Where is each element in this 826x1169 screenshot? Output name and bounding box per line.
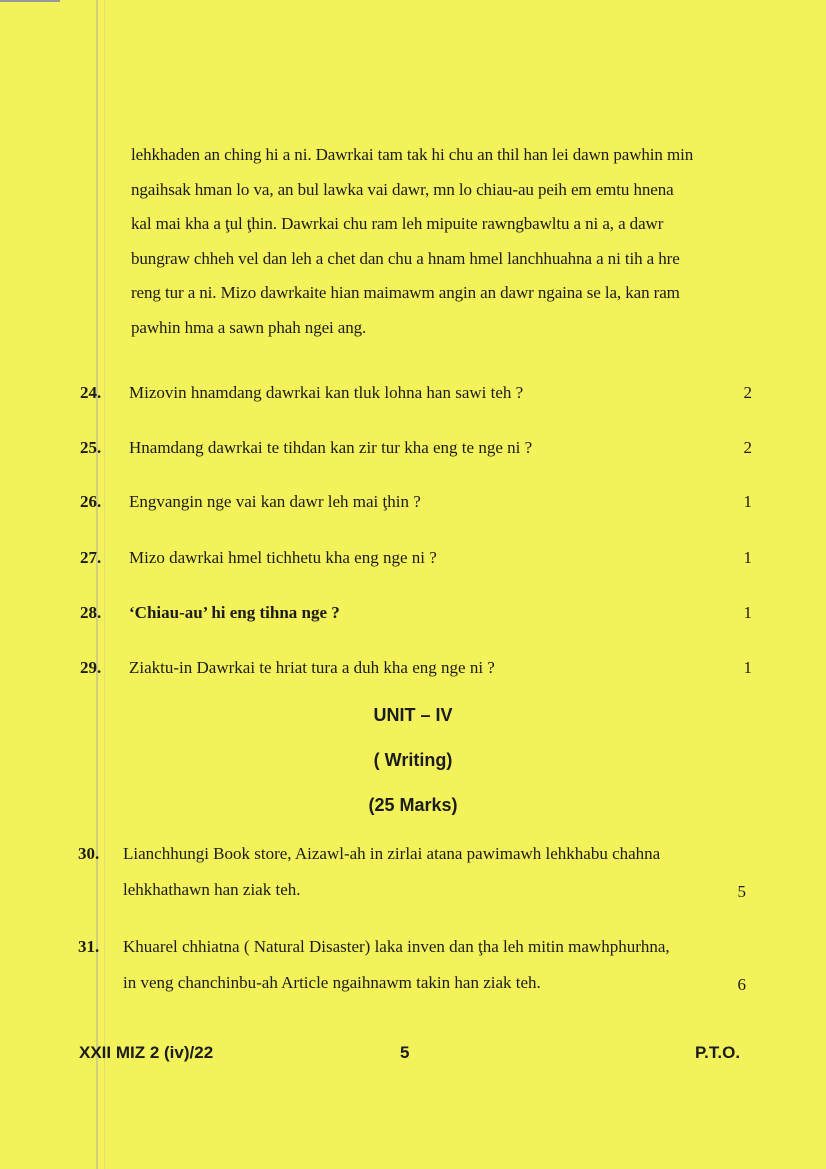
question-marks: 1 (743, 492, 752, 511)
pto-label: P.T.O. (695, 1043, 741, 1062)
question-number: 26. (80, 492, 102, 511)
passage-line: lehkhaden an ching hi a ni. Dawrkai tam tak hi chu an thil han lei dawn pawhin min (131, 145, 694, 164)
question-text: Lianchhungi Book store, Aizawl-ah in zirlai atana pawimawh lehkhabu chahna (123, 844, 661, 863)
passage-line: kal mai kha a ţul ţhin. Dawrkai chu ram leh mipuite rawngbawltu a ni a, a dawr (131, 214, 664, 233)
passage (131, 138, 761, 345)
question-marks: 6 (737, 975, 746, 994)
question-24 (80, 383, 760, 409)
question-text: Mizovin hnamdang dawrkai kan tluk lohna han sawi teh ? (129, 383, 524, 402)
page-number: 5 (400, 1043, 410, 1062)
margin-line (96, 0, 98, 1169)
paper-code: XXII MIZ 2 (iv)/22 (79, 1043, 214, 1062)
question-number: 31. (78, 937, 100, 956)
question-number: 25. (80, 438, 102, 457)
question-text-continued: lehkhathawn han ziak teh. (123, 880, 301, 899)
question-number: 29. (80, 658, 102, 677)
unit-subtitle: ( Writing) (373, 750, 453, 770)
unit-marks: (25 Marks) (368, 795, 458, 815)
question-27 (80, 548, 760, 574)
unit-title: UNIT – IV (373, 705, 453, 725)
top-rule (0, 0, 60, 2)
question-text-continued: in veng chanchinbu-ah Article ngaihnawm takin han ziak teh. (123, 973, 541, 992)
question-number: 24. (80, 383, 102, 402)
question-number: 28. (80, 603, 102, 622)
question-text: Engvangin nge vai kan dawr leh mai ţhin ? (129, 492, 421, 511)
passage-line: ngaihsak hman lo va, an bul lawka vai dawr, mn lo chiau-au peih em emtu hnena (131, 179, 674, 199)
question-29 (80, 658, 760, 684)
question-marks: 2 (743, 438, 752, 457)
question-number: 30. (78, 844, 100, 863)
question-text: Mizo dawrkai hmel tichhetu kha eng nge ni ? (129, 548, 437, 567)
question-marks: 1 (743, 548, 752, 567)
passage-line: bungraw chheh vel dan leh a chet dan chu a hnam hmel lanchhuahna a ni tih a hre (131, 248, 680, 268)
question-marks: 2 (743, 383, 752, 402)
question-marks: 5 (737, 882, 746, 901)
question-28 (80, 603, 760, 629)
passage-line: pawhin hma a sawn phah ngei ang. (131, 317, 367, 337)
question-text: ‘Chiau-au’ hi eng tihna nge ? (129, 603, 340, 622)
question-26 (80, 492, 760, 518)
question-text: Khuarel chhiatna ( Natural Disaster) laka inven dan ţha leh mitin mawhphurhna, (123, 937, 670, 956)
question-marks: 1 (743, 603, 752, 622)
question-text: Hnamdang dawrkai te tihdan kan zir tur kha eng te nge ni ? (129, 438, 533, 457)
question-25 (80, 438, 760, 464)
question-number: 27. (80, 548, 102, 567)
margin-line-secondary (104, 0, 105, 1169)
passage-line: reng tur a ni. Mizo dawrkaite hian maimawm angin an dawr ngaina se la, kan ram (131, 283, 680, 302)
question-text: Ziaktu-in Dawrkai te hriat tura a duh kha eng nge ni ? (129, 658, 495, 677)
question-marks: 1 (743, 658, 752, 677)
